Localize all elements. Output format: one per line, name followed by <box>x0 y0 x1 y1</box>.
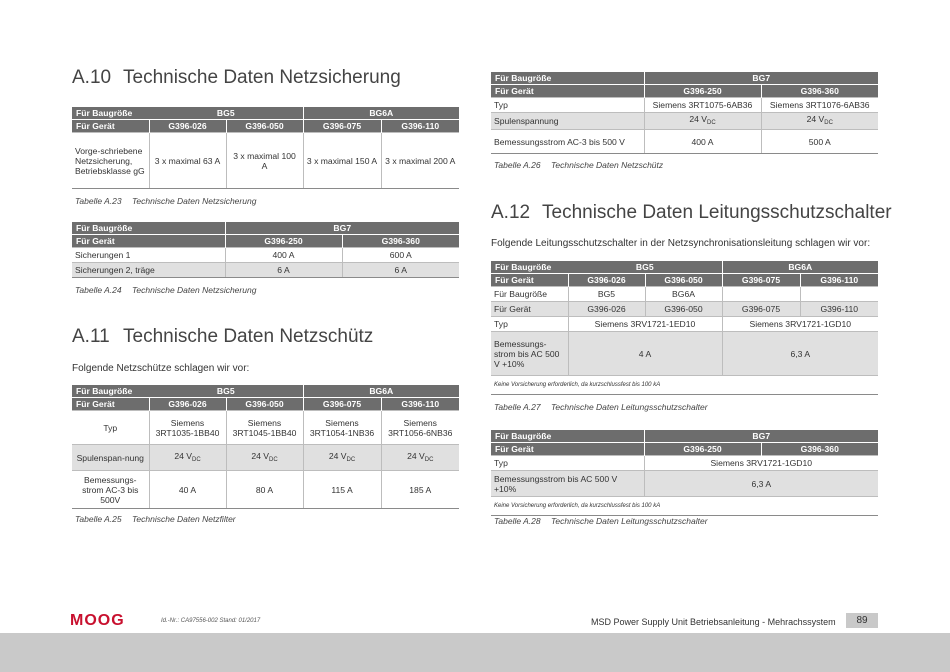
footer-bar <box>0 633 950 672</box>
table-caption: Tabelle A.25 Technische Daten Netzfilter <box>75 514 236 524</box>
row-label: Bemessungsstrom AC-3 bis 500 V <box>491 130 644 154</box>
cell-value: 400 A <box>644 130 761 154</box>
row-label: Für Gerät <box>491 302 568 317</box>
section-intro: Folgende Netzschütze schlagen wir vor: <box>72 363 250 374</box>
row-label: Spulenspannung <box>491 113 644 130</box>
table-a23 <box>72 107 459 189</box>
header-bg5: BG5 <box>568 261 722 274</box>
cell-value: BG6A <box>645 287 722 302</box>
cell-value: 24 $V_{DC}$ <box>149 445 226 471</box>
cell-value: Siemens 3RT1075-6AB36 <box>644 98 761 113</box>
cell-value: 40 A <box>149 471 226 509</box>
header-bg6a: BG6A <box>303 107 459 120</box>
cell-value: G396-075 <box>722 302 800 317</box>
cell-value: 3 x maximal 100 A <box>226 133 303 189</box>
table-caption: Tabelle A.27 Technische Daten Leitungsschutzschalter <box>494 402 708 412</box>
header-device: G396-110 <box>800 274 878 287</box>
header-label: Für Baugröße <box>72 222 225 235</box>
header-bg6a: BG6A <box>303 385 459 398</box>
header-device: G396-110 <box>381 120 459 133</box>
header-bg5: BG5 <box>149 107 303 120</box>
table-footnote: Keine Vorsicherung erforderlich, da kurzschlussfest bis 100 kA <box>491 497 878 516</box>
cell-value: 3 x maximal 200 A <box>381 133 459 189</box>
section-heading-a10: A.10 Technische Daten Netzsicherung <box>72 67 401 88</box>
page-number: 89 <box>846 613 878 628</box>
cell-value: 400 A <box>225 248 342 263</box>
cell-value: 6,3 A <box>644 471 878 497</box>
cell-value: Siemens 3RT1045-1BB40 <box>226 411 303 445</box>
header-device: G396-250 <box>644 85 761 98</box>
header-label: Für Gerät <box>491 274 568 287</box>
header-label: Für Baugröße <box>491 72 644 85</box>
table-a25 <box>72 385 459 509</box>
cell-value: G396-050 <box>645 302 722 317</box>
cell-value: 6 A <box>342 263 459 278</box>
table-caption: Tabelle A.28 Technische Daten Leitungsschutzschalter <box>494 516 708 526</box>
document-id: Id.-Nr.: CA97556-002 Stand: 01/2017 <box>161 618 261 624</box>
cell-value: Siemens 3RT1054-1NB36 <box>303 411 381 445</box>
header-device: G396-050 <box>645 274 722 287</box>
cell-value: Siemens 3RV1721-1GD10 <box>722 317 878 332</box>
moog-logo: MOOG <box>70 612 125 629</box>
cell-value: 4 A <box>568 332 722 376</box>
row-label: Typ <box>491 456 644 471</box>
cell-value: 3 x maximal 150 A <box>303 133 381 189</box>
cell-value: G396-110 <box>800 302 878 317</box>
row-label: Spulenspan-nung <box>72 445 149 471</box>
cell-value: 185 A <box>381 471 459 509</box>
cell-value: 3 x maximal 63 A <box>149 133 226 189</box>
row-label: Für Baugröße <box>491 287 568 302</box>
header-label: Für Gerät <box>72 398 149 411</box>
header-device: G396-075 <box>303 398 381 411</box>
header-device: G396-250 <box>644 443 761 456</box>
cell-value: 600 A <box>342 248 459 263</box>
header-label: Für Gerät <box>72 235 225 248</box>
cell-value: BG5 <box>568 287 645 302</box>
footer-title: MSD Power Supply Unit Betriebsanleitung - Mehrachssystem <box>591 617 836 627</box>
table-caption: Tabelle A.24 Technische Daten Netzsicherung <box>75 285 257 295</box>
header-device: G396-026 <box>149 120 226 133</box>
section-heading-a12: A.12 Technische Daten Leitungsschutzschalter <box>491 202 892 223</box>
cell-value <box>800 287 878 302</box>
header-bg5: BG5 <box>149 385 303 398</box>
header-device: G396-360 <box>761 443 878 456</box>
cell-value: 6,3 A <box>722 332 878 376</box>
header-label: Für Gerät <box>491 443 644 456</box>
header-device: G396-110 <box>381 398 459 411</box>
row-label: Bemessungs-strom bis AC 500 V +10% <box>491 332 568 376</box>
cell-value: 80 A <box>226 471 303 509</box>
table-a27 <box>491 261 878 395</box>
cell-value: G396-026 <box>568 302 645 317</box>
row-label: Bemessungs-strom AC-3 bis 500V <box>72 471 149 509</box>
header-label: Für Baugröße <box>491 430 644 443</box>
row-label: Typ <box>491 317 568 332</box>
section-intro: Folgende Leitungsschutzschalter in der Netzsynchronisationsleitung schlagen wir vor: <box>491 238 871 249</box>
header-device: G396-250 <box>225 235 342 248</box>
header-bg6a: BG6A <box>722 261 878 274</box>
cell-value: 24 $V_{DC}$ <box>303 445 381 471</box>
header-device: G396-360 <box>342 235 459 248</box>
header-label: Für Baugröße <box>72 385 149 398</box>
row-label: Vorge-schriebene Netzsicherung, Betriebsklasse gG <box>72 133 149 189</box>
row-label: Sicherungen 2, träge <box>72 263 225 278</box>
header-label: Für Gerät <box>491 85 644 98</box>
header-label: Für Baugröße <box>491 261 568 274</box>
header-device: G396-075 <box>303 120 381 133</box>
cell-value: Siemens 3RT1056-6NB36 <box>381 411 459 445</box>
row-label: Typ <box>491 98 644 113</box>
cell-value: 500 A <box>761 130 878 154</box>
cell-value: Siemens 3RV1721-1GD10 <box>644 456 878 471</box>
table-a26 <box>491 72 878 154</box>
header-bg7: BG7 <box>225 222 459 235</box>
table-a28 <box>491 430 878 516</box>
cell-value: 24 $V_{DC}$ <box>644 113 761 130</box>
cell-value: Siemens 3RV1721-1ED10 <box>568 317 722 332</box>
header-device: G396-050 <box>226 120 303 133</box>
row-label: Bemessungsstrom bis AC 500 V +10% <box>491 471 644 497</box>
table-caption: Tabelle A.23 Technische Daten Netzsicherung <box>75 196 257 206</box>
table-a24 <box>72 222 459 278</box>
table-caption: Tabelle A.26 Technische Daten Netzschütz <box>494 160 664 170</box>
header-device: G396-026 <box>568 274 645 287</box>
header-device: G396-026 <box>149 398 226 411</box>
header-bg7: BG7 <box>644 430 878 443</box>
header-device: G396-050 <box>226 398 303 411</box>
header-bg7: BG7 <box>644 72 878 85</box>
cell-value: 24 $V_{DC}$ <box>226 445 303 471</box>
cell-value: 24 $V_{DC}$ <box>381 445 459 471</box>
header-device: G396-075 <box>722 274 800 287</box>
table-footnote: Keine Vorsicherung erforderlich, da kurzschlussfest bis 100 kA <box>491 376 878 395</box>
header-label: Für Gerät <box>72 120 149 133</box>
cell-value: 6 A <box>225 263 342 278</box>
cell-value: 115 A <box>303 471 381 509</box>
cell-value: Siemens 3RT1076-6AB36 <box>761 98 878 113</box>
header-device: G396-360 <box>761 85 878 98</box>
row-label: Typ <box>72 411 149 445</box>
section-heading-a11: A.11 Technische Daten Netzschütz <box>72 326 374 347</box>
cell-value <box>722 287 800 302</box>
cell-value: Siemens 3RT1035-1BB40 <box>149 411 226 445</box>
row-label: Sicherungen 1 <box>72 248 225 263</box>
header-label: Für Baugröße <box>72 107 149 120</box>
cell-value: 24 $V_{DC}$ <box>761 113 878 130</box>
